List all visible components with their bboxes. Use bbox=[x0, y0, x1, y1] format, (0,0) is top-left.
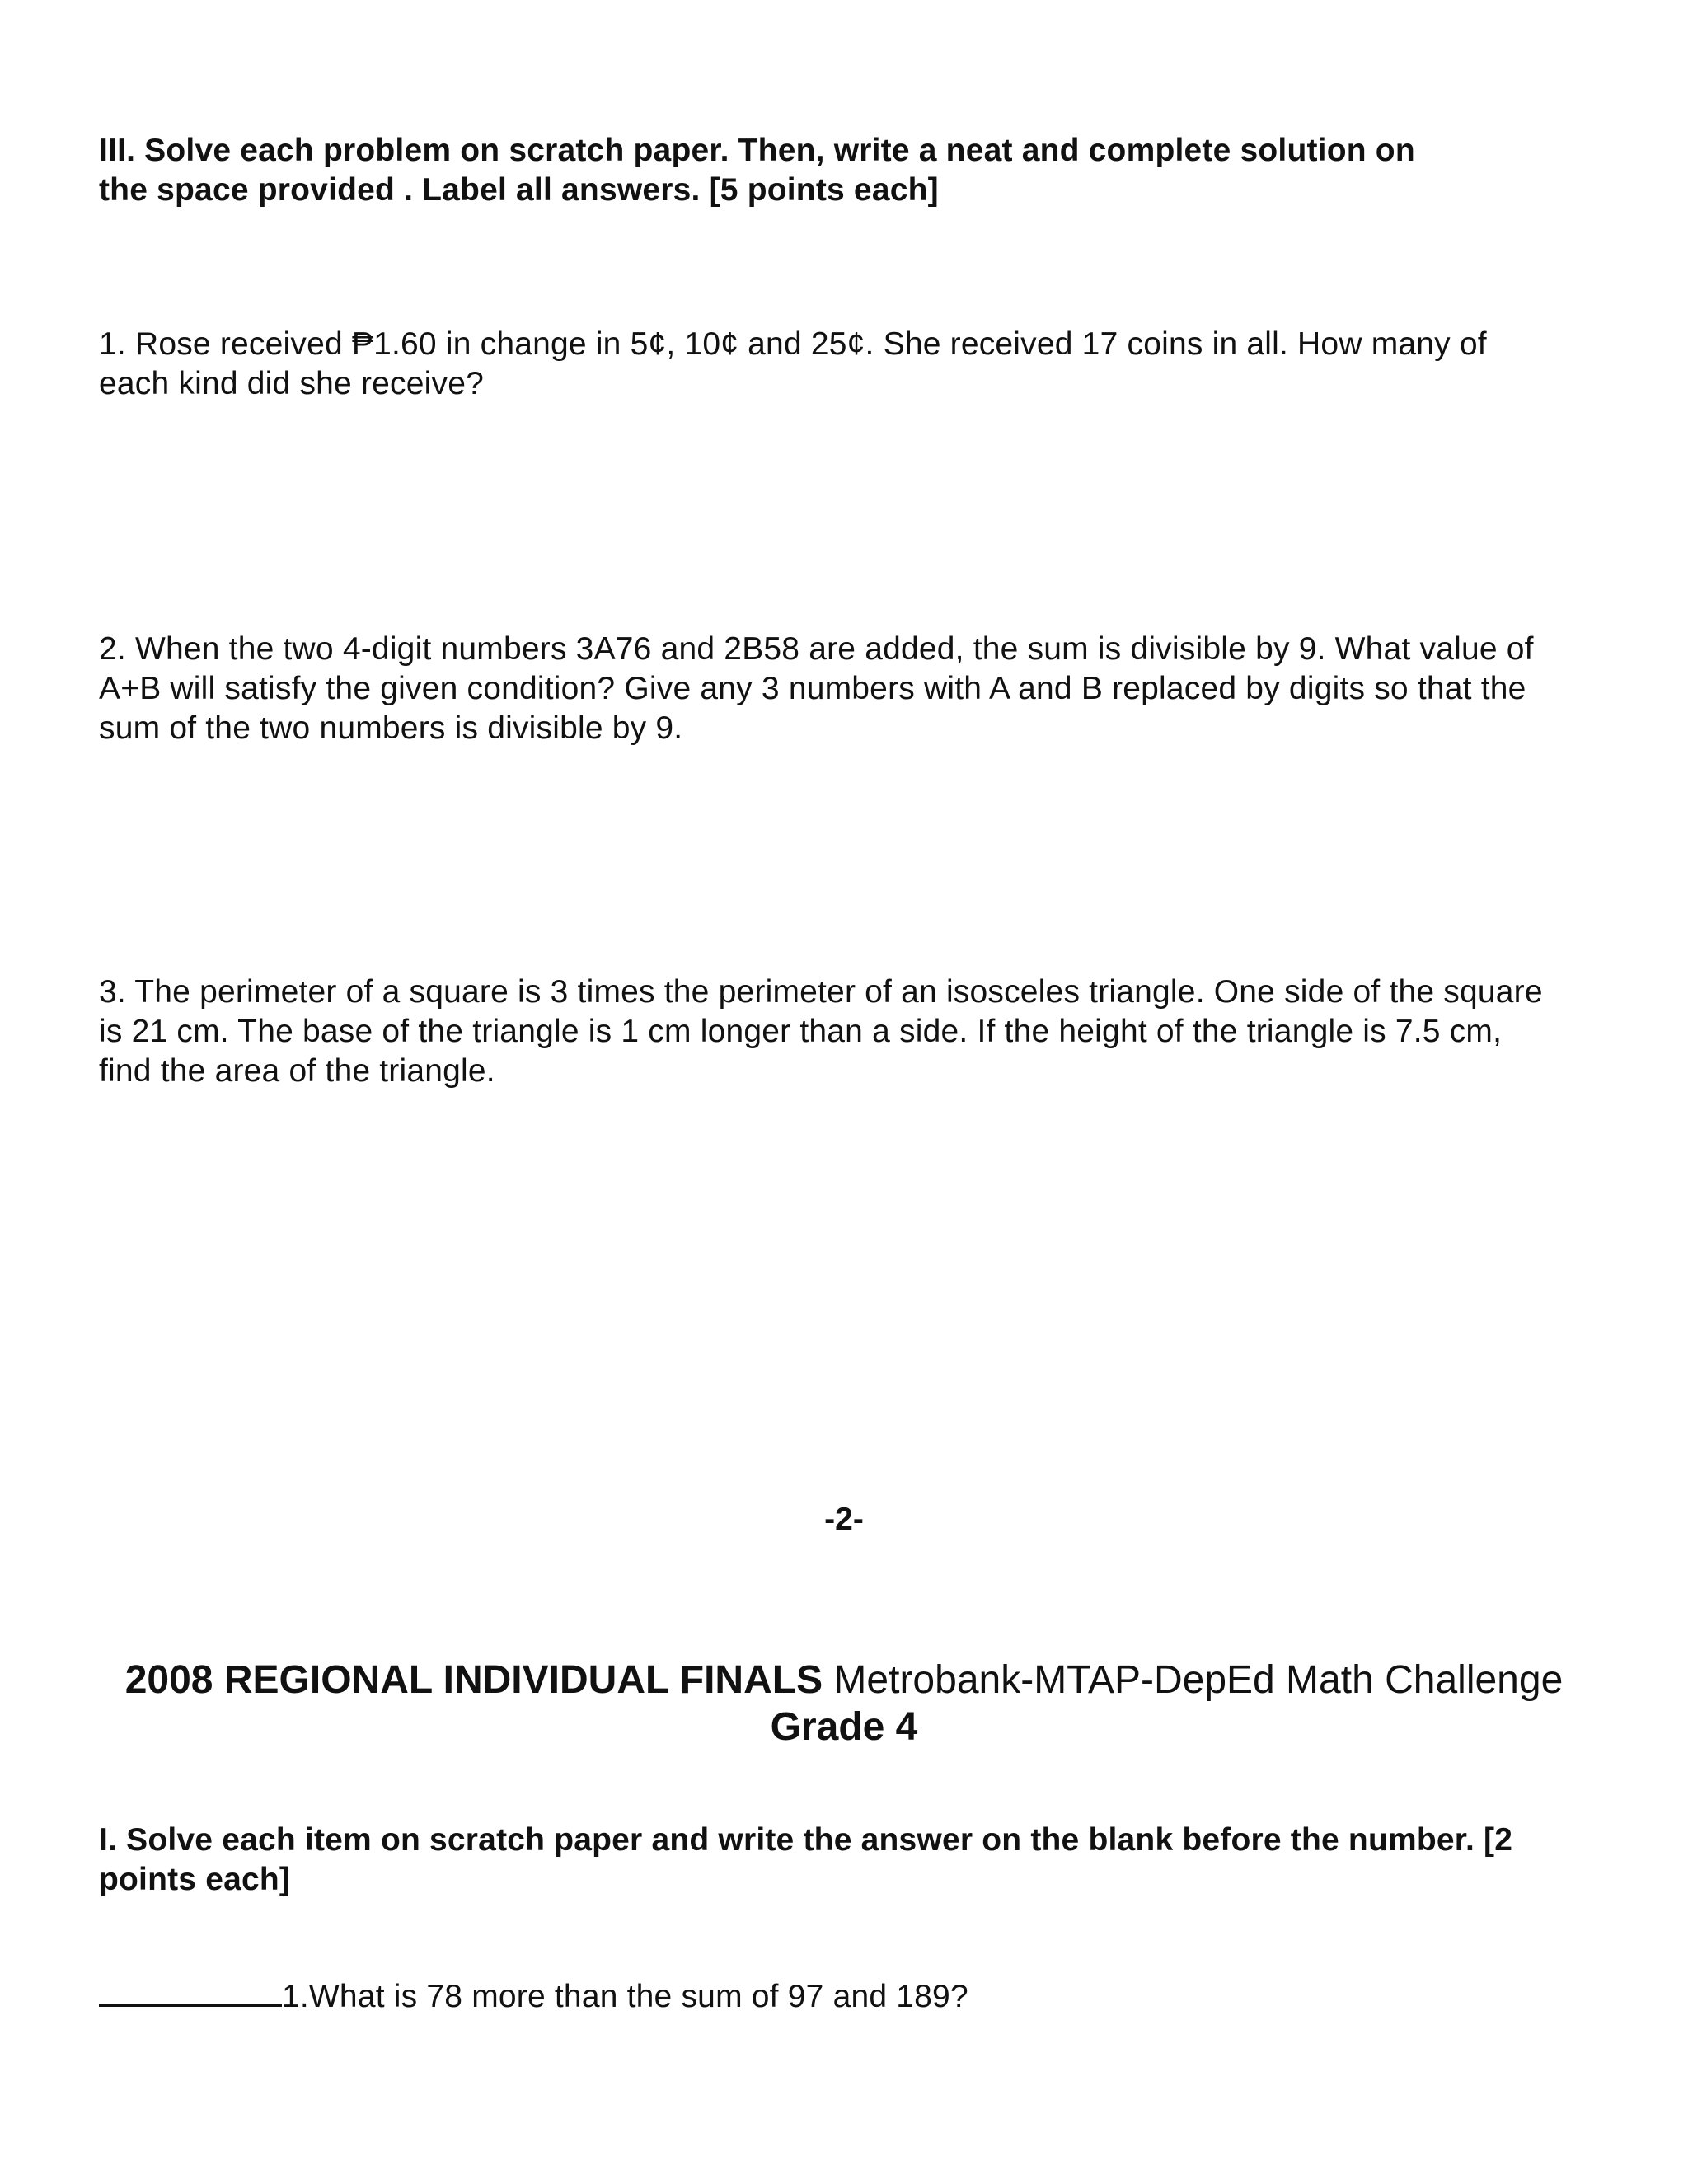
section-3-instructions bbox=[99, 131, 1582, 210]
problem-line: 2. When the two 4-digit numbers 3A76 and 2B58 are added, the sum is divisible by 9. What value of bbox=[99, 631, 1534, 667]
exam-title-regular: Metrobank-MTAP-DepEd Math Challenge bbox=[823, 1658, 1564, 1702]
problem-line: is 21 cm. The base of the triangle is 1 cm longer than a side. If the height of the triangle is 7.5 cm, bbox=[99, 1014, 1503, 1049]
instruction-line: the space provided . Label all answers. [5 points each] bbox=[99, 172, 939, 208]
problem-line: sum of the two numbers is divisible by 9. bbox=[99, 710, 683, 746]
instruction-line: III. Solve each problem on scratch paper. Then, write a neat and complete solution on bbox=[99, 133, 1415, 168]
problem-line: 3. The perimeter of a square is 3 times the perimeter of an isosceles triangle. One side of the square bbox=[99, 974, 1543, 1010]
answer-blank[interactable] bbox=[99, 1976, 282, 2007]
exam-title bbox=[0, 1657, 1688, 1704]
problem-1 bbox=[99, 325, 1582, 404]
section-1-instructions bbox=[99, 1821, 1582, 1900]
page-number: -2- bbox=[824, 1502, 864, 1537]
problem-3 bbox=[99, 972, 1582, 1091]
item-text: 1.What is 78 more than the sum of 97 and 189? bbox=[282, 1979, 968, 2014]
problem-2 bbox=[99, 630, 1582, 748]
item-1 bbox=[99, 1976, 1582, 2017]
problem-line: find the area of the triangle. bbox=[99, 1053, 495, 1089]
exam-title-bold: 2008 REGIONAL INDIVIDUAL FINALS bbox=[124, 1658, 823, 1702]
grade-heading: Grade 4 bbox=[770, 1705, 918, 1749]
problem-line: each kind did she receive? bbox=[99, 366, 484, 401]
problem-line: A+B will satisfy the given condition? Give any 3 numbers with A and B replaced by digits so that the bbox=[99, 671, 1526, 706]
problem-line: 1. Rose received ₱1.60 in change in 5¢, 10¢ and 25¢. She received 17 coins in all. How many of bbox=[99, 326, 1487, 362]
instruction-line: points each] bbox=[99, 1862, 291, 1897]
instruction-line: I. Solve each item on scratch paper and write the answer on the blank before the number. [2 bbox=[99, 1822, 1513, 1858]
